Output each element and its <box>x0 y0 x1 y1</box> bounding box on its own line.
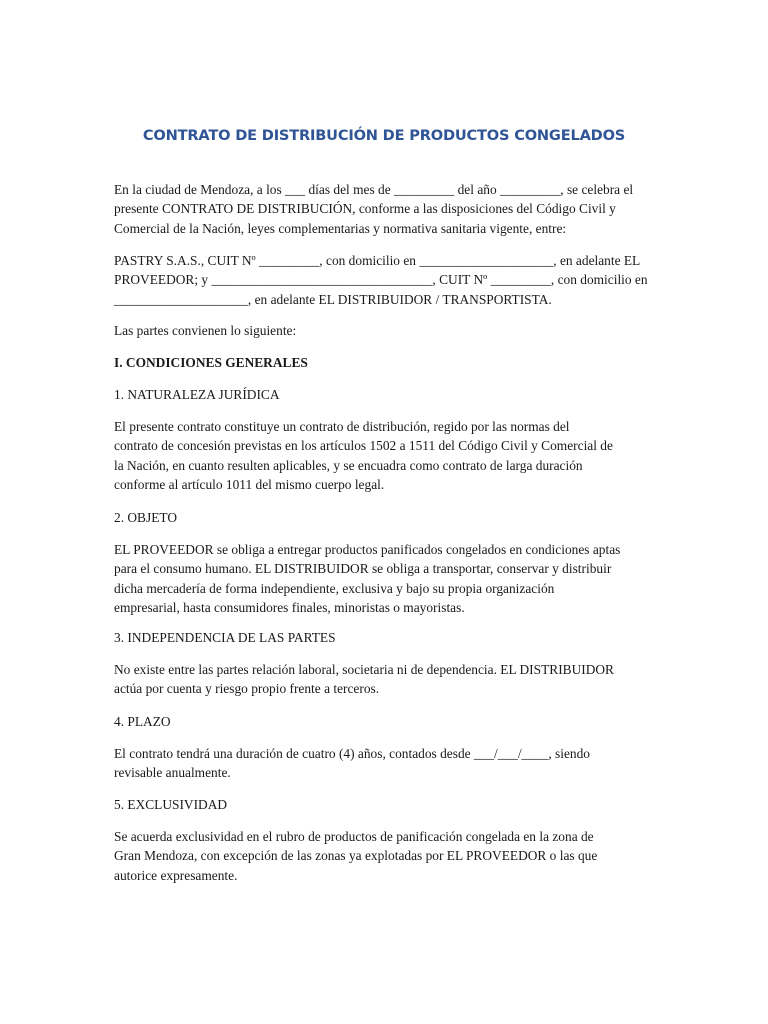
clause-line: actúa por cuenta y riesgo propio frente a terceros. <box>114 681 380 697</box>
document-title: CONTRATO DE DISTRIBUCIÓN DE PRODUCTOS CONGELADOS <box>142 127 626 144</box>
clause-line: Se acuerda exclusividad en el rubro de productos de panificación congelada en la zona de <box>114 829 594 844</box>
intro-line: Comercial de la Nación, leyes complementarias y normativa sanitaria vigente, entre: <box>114 220 567 236</box>
clause-body <box>114 827 674 885</box>
clause-line: empresarial, hasta consumidores finales, minoristas o mayoristas. <box>114 600 465 616</box>
section-heading: I. CONDICIONES GENERALES <box>114 355 308 370</box>
clause-heading: 2. OBJETO <box>114 510 177 525</box>
clause-heading: 3. INDEPENDENCIA DE LAS PARTES <box>114 630 336 645</box>
clause-heading: 5. EXCLUSIVIDAD <box>114 797 228 812</box>
clause-line: autorice expresamente. <box>114 867 238 883</box>
clause-body <box>114 744 674 783</box>
agreement-line: Las partes convienen lo siguiente: <box>114 323 297 338</box>
clause-line: revisable anualmente. <box>114 765 231 781</box>
intro-line: En la ciudad de Mendoza, a los ___ días del mes de _________ del año _________, se celebra el <box>114 182 634 197</box>
parties-line: ____________________, en adelante EL DISTRIBUIDOR / TRANSPORTISTA. <box>114 291 552 307</box>
parties-paragraph <box>114 251 674 309</box>
intro-paragraph <box>114 180 674 238</box>
clause-body <box>114 660 674 699</box>
clause-line: EL PROVEEDOR se obliga a entregar productos panificados congelados en condiciones aptas <box>114 542 621 557</box>
clause-line: No existe entre las partes relación laboral, societaria ni de dependencia. EL DISTRIBUIDOR <box>114 662 614 677</box>
parties-line: PROVEEDOR; y _________________________________, CUIT Nº _________, con domicilio en <box>114 272 648 288</box>
clause-line: El contrato tendrá una duración de cuatro (4) años, contados desde ___/___/____, siendo <box>114 746 590 761</box>
clause-line: la Nación, en cuanto resulten aplicables, y se encuadra como contrato de larga duración <box>114 457 583 473</box>
clause-line: dicha mercadería de forma independiente, exclusiva y bajo su propia organización <box>114 580 555 596</box>
clause-body <box>114 417 674 495</box>
clause-line: Gran Mendoza, con excepción de las zonas ya explotadas por EL PROVEEDOR o las que <box>114 848 598 864</box>
intro-line: presente CONTRATO DE DISTRIBUCIÓN, conforme a las disposiciones del Código Civil y <box>114 201 616 217</box>
clause-body <box>114 540 674 618</box>
clause-line: para el consumo humano. EL DISTRIBUIDOR se obliga a transportar, conservar y distribuir <box>114 561 612 577</box>
clause-line: contrato de concesión previstas en los artículos 1502 a 1511 del Código Civil y Comercial de <box>114 438 613 454</box>
clause-heading: 1. NATURALEZA JURÍDICA <box>114 387 280 402</box>
clause-line: conforme al artículo 1011 del mismo cuerpo legal. <box>114 477 385 493</box>
clause-line: El presente contrato constituye un contrato de distribución, regido por las normas del <box>114 419 570 434</box>
clause-heading: 4. PLAZO <box>114 714 171 729</box>
parties-line: PASTRY S.A.S., CUIT Nº _________, con domicilio en ____________________, en adelante EL <box>114 253 641 268</box>
